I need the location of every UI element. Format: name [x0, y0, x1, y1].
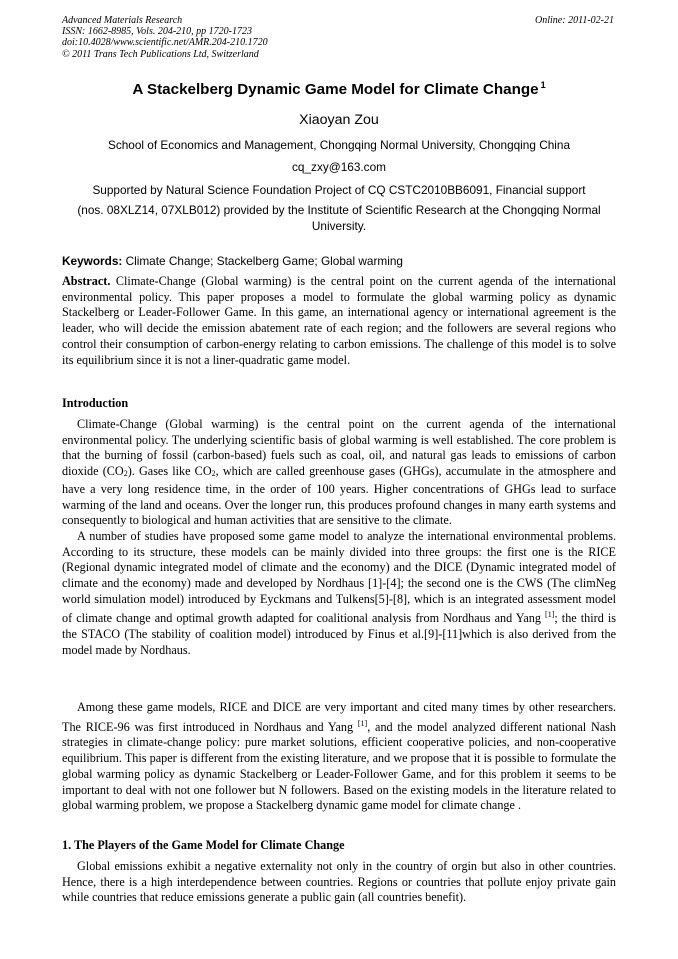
intro-section-cont	[62, 700, 616, 814]
intro-p2-text-a: A number of studies have proposed some game model to analyze the international environmental problems. According to its structure, these models can be mainly divided into three groups: the first one is the RICE (Regional dynamic integrated model of climate and the economy) and the DICE (Dynamic integrated model of climate and the economy) made and developed by Nordhaus [1]-[4]; the second one is the CWS (The climNeg world simulation model) introduced by Eyckmans and Tulkens[5]-[8], which is an integrated assessment model of climate change and optimal growth adapted for coalitional analysis from Nordhaus and Yang	[62, 528, 616, 626]
journal-issn: ISSN: 1662-8985, Vols. 204-210, pp 1720-1723	[62, 26, 252, 38]
intro-paragraph-3	[62, 700, 616, 814]
intro-p1-text-c: , which are called greenhouse gases (GHGs), accumulate in the atmosphere and have a very long residence time, in the order of 100 years. Higher concentrations of GHGs lead to surface warming of the land and oceans. Over the longer run, this produces profound changes in many earth systems and consequently to biological and human activities that are sensitive to the climate.	[62, 464, 617, 528]
journal-name: Advanced Materials Research	[62, 15, 183, 26]
author-name: Xiaoyan Zou	[299, 112, 379, 128]
intro-heading: Introduction	[62, 396, 129, 410]
paper-title	[62, 80, 616, 98]
intro-p1-text-a: Climate-Change (Global warming) is the central point on the current agenda of the international environmental policy. The underlying scientific basis of global warming is well established. The core problem is that the burning of fossil (carbon-based) fuels such as coal, oil, and natural gas leads to emissions of carbon dioxide (CO	[62, 417, 616, 479]
section-1-paragraph-1: Global emissions exhibit a negative externality not only in the country of orgin but also in other countries. Hence, there is a high interdependence between countries. Regions or countries that pollute enjoy private gain while countries that reduce emissions generate a public gain (all countries benefit).	[62, 859, 616, 905]
title-footnote-marker[interactable]: 1	[540, 80, 546, 90]
journal-header	[62, 15, 268, 60]
abstract-text: Climate-Change (Global warming) is the central point on the current agenda of the international environmental policy. This paper proposes a model to formulate the global warming policy as dynamic Stackelberg or Leader-Follower Game. In this game, an international agency or international agreement is the leader, who will decide the emission abatement rate of each region; and the followers are several regions who control their consumption of carbon-energy relating to carbon emissions. The challenge of this model is to solve its equilibrium since it is not a liner-quadratic game model.	[62, 274, 617, 367]
journal-doi[interactable]: doi:10.4028/www.scientific.net/AMR.204-210.1720	[62, 37, 268, 49]
funding-line-1: Supported by Natural Science Foundation Project of CQ CSTC2010BB6091, Financial support	[92, 183, 586, 197]
intro-p3-text-b: , and the model analyzed different national Nash strategies in climate-change policy: pure market solutions, efficient cooperative policies, and non-cooperative equilibrium. This paper is different from the existing literature, and we propose that it is possible to formulate the global warming policy as dynamic Stackelberg or Leader-Follower Game, and for this problem it seems to be important to deal with not one follower but N followers. Based on the existing models in the literature related to global warming problem, we propose a Stackelberg dynamic game model for climate change .	[62, 719, 616, 813]
author-email[interactable]: cq_zxy@163.com	[292, 160, 386, 174]
co2-subscript: 2	[211, 469, 216, 479]
author-affiliation: School of Economics and Management, Chongqing Normal University, Chongqing China	[107, 138, 571, 152]
intro-p2-text-b: ; the third is the STACO (The stability of coalition model) introduced by Finus et al.[9]-[11]which is also derived from the model made by Nordhaus.	[62, 611, 616, 657]
journal-copyright: © 2011 Trans Tech Publications Ltd, Switzerland	[62, 48, 259, 60]
keywords	[62, 254, 403, 268]
paper-title-text: A Stackelberg Dynamic Game Model for Climate Change	[132, 81, 539, 98]
citation-ref[interactable]: [1]	[545, 610, 555, 620]
abstract-label: Abstract.	[62, 274, 111, 288]
co2-subscript: 2	[123, 469, 128, 479]
funding-statement	[62, 182, 616, 234]
intro-p3-text-a: Among these game models, RICE and DICE are very important and cited many times by other researchers. The RICE-96 was first introduced in Nordhaus and Yang	[62, 700, 616, 734]
online-date: Online: 2011-02-21	[535, 15, 614, 26]
intro-paragraph-1	[62, 417, 616, 529]
funding-line-2: (nos. 08XLZ14, 07XLB012) provided by the Institute of Scientific Research at the Chongqing Normal University.	[77, 203, 601, 233]
section-1-heading: 1. The Players of the Game Model for Climate Change	[62, 838, 345, 852]
intro-p1-text-b: ). Gases like CO	[127, 464, 212, 479]
intro-section	[62, 417, 616, 659]
intro-paragraph-2	[62, 529, 616, 659]
keywords-label: Keywords:	[62, 254, 123, 268]
abstract	[62, 274, 616, 368]
keywords-text: Climate Change; Stackelberg Game; Global warming	[125, 254, 403, 268]
citation-ref[interactable]: [1]	[357, 718, 368, 728]
section-1	[62, 859, 616, 906]
